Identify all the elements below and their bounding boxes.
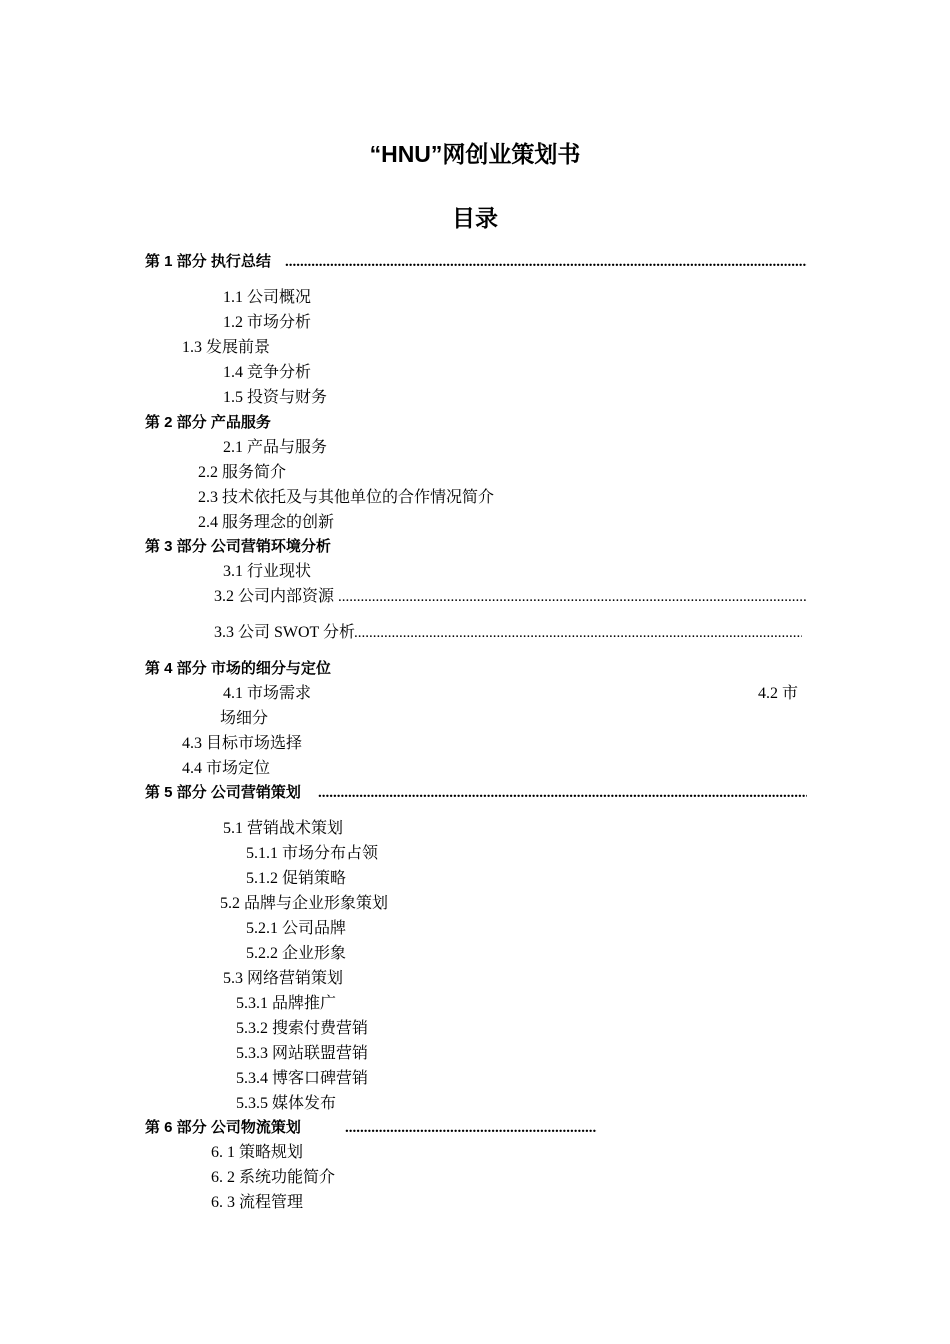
toc-entry-5-2[interactable]: 5.2 品牌与企业形象策划 <box>220 895 389 912</box>
toc-entry-3-1[interactable]: 3.1 行业现状 <box>223 563 312 580</box>
toc-entry-5-1-2[interactable]: 5.1.2 促销策略 <box>246 870 347 887</box>
toc-part-5[interactable]: 第 5 部分 公司营销策划 <box>145 784 301 801</box>
toc-entry-5-3-4[interactable]: 5.3.4 博客口碑营销 <box>236 1070 369 1087</box>
toc-entry-6-1[interactable]: 6. 1 策略规划 <box>211 1144 304 1161</box>
toc-entry-5-3-5[interactable]: 5.3.5 媒体发布 <box>236 1095 337 1112</box>
toc-entry-1-5[interactable]: 1.5 投资与财务 <box>223 389 328 406</box>
toc-entry-5-3-1[interactable]: 5.3.1 品牌推广 <box>236 995 337 1012</box>
toc-entry-4-1[interactable]: 4.1 市场需求 <box>223 685 312 702</box>
toc-entry-2-2[interactable]: 2.2 服务简介 <box>198 464 287 481</box>
toc-entry-5-1-1[interactable]: 5.1.1 市场分布占领 <box>246 845 379 862</box>
toc-part-2[interactable]: 第 2 部分 产品服务 <box>145 414 271 431</box>
toc-part-1[interactable]: 第 1 部分 执行总结 <box>145 253 271 270</box>
toc-entry-4-4[interactable]: 4.4 市场定位 <box>182 760 271 777</box>
toc-entry-5-2-1[interactable]: 5.2.1 公司品牌 <box>246 920 347 937</box>
toc-leader-dots <box>318 783 807 803</box>
toc-entry-2-1[interactable]: 2.1 产品与服务 <box>223 439 328 456</box>
toc-entry-5-2-2[interactable]: 5.2.2 企业形象 <box>246 945 347 962</box>
toc-entry-6-3[interactable]: 6. 3 流程管理 <box>211 1194 304 1211</box>
toc-entry-6-2[interactable]: 6. 2 系统功能简介 <box>211 1169 336 1186</box>
toc-leader-dots <box>285 252 807 272</box>
toc-entry-5-3-3[interactable]: 5.3.3 网站联盟营销 <box>236 1045 369 1062</box>
toc-entry-5-3[interactable]: 5.3 网络营销策划 <box>223 970 344 987</box>
toc-entry-5-1[interactable]: 5.1 营销战术策划 <box>223 820 344 837</box>
toc-entry-2-3[interactable]: 2.3 技术依托及与其他单位的合作情况简介 <box>198 489 495 506</box>
toc-entry-1-2[interactable]: 1.2 市场分析 <box>223 314 312 331</box>
document-title: “HNU”网创业策划书 <box>369 141 581 167</box>
toc-entry-1-1[interactable]: 1.1 公司概况 <box>223 289 312 306</box>
toc-entry-5-3-2[interactable]: 5.3.2 搜索付费营销 <box>236 1020 369 1037</box>
toc-leader-dots <box>345 1118 597 1138</box>
toc-part-6[interactable]: 第 6 部分 公司物流策划 <box>145 1119 301 1136</box>
toc-entry-4-2-part1[interactable]: 4.2 市 <box>758 685 799 702</box>
toc-entry-1-3[interactable]: 1.3 发展前景 <box>182 339 271 356</box>
toc-entry-4-3[interactable]: 4.3 目标市场选择 <box>182 735 303 752</box>
toc-entry-1-4[interactable]: 1.4 竞争分析 <box>223 364 312 381</box>
toc-leader-dots <box>354 623 802 643</box>
toc-part-3[interactable]: 第 3 部分 公司营销环境分析 <box>145 538 331 555</box>
toc-entry-2-4[interactable]: 2.4 服务理念的创新 <box>198 514 335 531</box>
toc-heading: 目录 <box>452 205 498 231</box>
toc-entry-4-2-part2[interactable]: 场细分 <box>220 710 269 727</box>
toc-entry-3-3[interactable]: 3.3 公司 SWOT 分析 <box>214 624 356 641</box>
toc-part-4[interactable]: 第 4 部分 市场的细分与定位 <box>145 660 331 677</box>
toc-entry-3-2[interactable]: 3.2 公司内部资源 <box>214 588 335 605</box>
toc-leader-dots <box>338 587 806 607</box>
